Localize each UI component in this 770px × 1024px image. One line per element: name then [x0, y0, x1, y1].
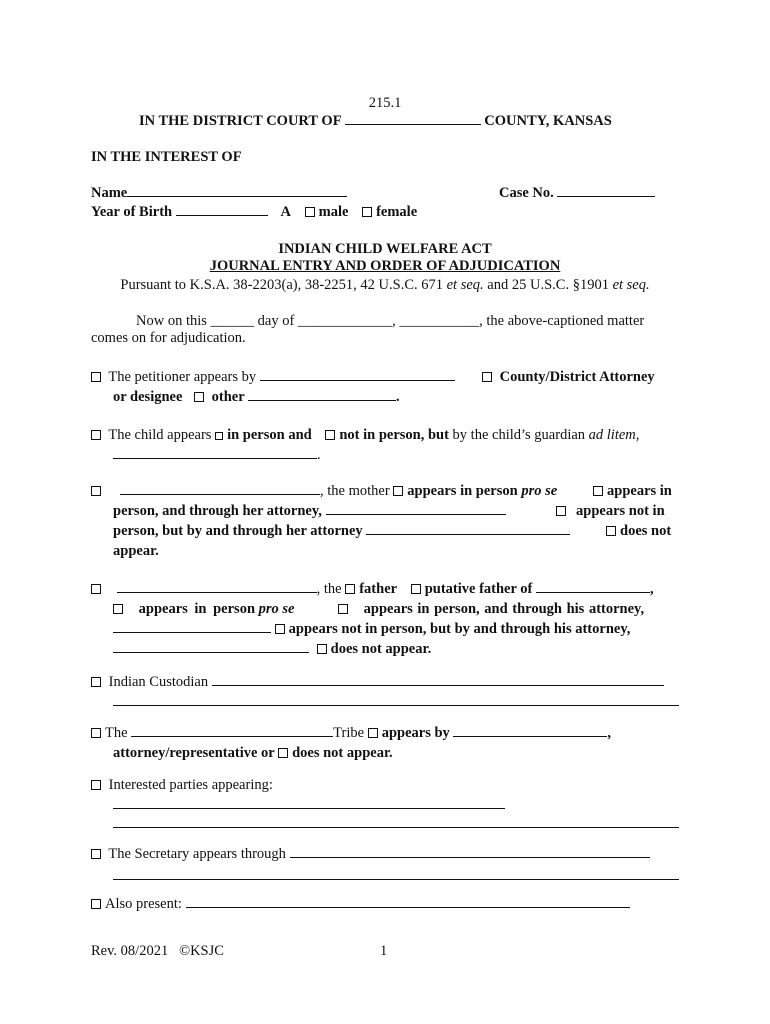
child-in-person-checkbox[interactable]	[215, 432, 223, 440]
mother-checkbox[interactable]	[91, 486, 101, 496]
child-label: The child appears	[108, 427, 212, 443]
child-not-in-person-checkbox[interactable]	[325, 430, 335, 440]
interested-blank-2[interactable]	[113, 827, 679, 828]
child-checkbox[interactable]	[91, 430, 101, 440]
form-number: 215.1	[368, 95, 402, 111]
now-on-line: Now on this ______ day of _____________, ___________, the above-captioned matter	[136, 313, 645, 329]
mother-through-attorney-label: person, and through her attorney,	[113, 503, 322, 519]
name-line	[91, 184, 347, 202]
yob-line	[91, 203, 417, 221]
tribe-row-2	[113, 744, 393, 762]
page-number: 1	[380, 943, 388, 959]
also-present-label: Also present:	[105, 896, 182, 912]
ad-litem-label: ad litem	[588, 427, 636, 443]
father-by-attorney-blank[interactable]	[113, 640, 309, 653]
guardian-blank[interactable]	[113, 446, 317, 459]
secretary-blank-2[interactable]	[113, 879, 679, 880]
tribe-appears-by-label: appears by	[381, 725, 450, 741]
tribe-label: Tribe	[333, 725, 365, 741]
father-label: father	[359, 581, 398, 597]
custodian-blank[interactable]	[212, 673, 664, 686]
mother-not-in-label: appears not in	[576, 503, 665, 519]
female-label: female	[376, 204, 418, 220]
father-not-in-person-checkbox[interactable]	[275, 624, 285, 634]
court-suffix: COUNTY, KANSAS	[484, 113, 612, 129]
child-not-in-person-label: not in person, but	[339, 427, 449, 443]
father-row-1	[91, 580, 654, 598]
mother-attorney-blank[interactable]	[326, 502, 506, 515]
tribe-does-not-appear-checkbox[interactable]	[278, 748, 288, 758]
mother-pro-se-checkbox[interactable]	[393, 486, 403, 496]
county-attorney-checkbox[interactable]	[482, 372, 492, 382]
tribe-checkbox[interactable]	[91, 728, 101, 738]
tribe-rep-blank[interactable]	[453, 724, 607, 737]
mother-does-not-label: does not	[620, 523, 672, 539]
title-icwa: INDIAN CHILD WELFARE ACT	[278, 241, 492, 257]
mother-not-in-person-checkbox[interactable]	[556, 506, 566, 516]
mother-attorney-checkbox[interactable]	[593, 486, 603, 496]
pursuant-text-1: Pursuant to K.S.A. 38-2203(a), 38-2251, 42 U.S.C. 671	[120, 277, 447, 293]
father-pro-se-label: appears in person	[138, 601, 256, 617]
pursuant-et-seq-1: et seq.	[446, 277, 484, 293]
case-no-line	[499, 184, 655, 202]
father-comma: ,	[649, 581, 654, 597]
father-name-blank[interactable]	[117, 580, 317, 593]
petitioner-label: The petitioner appears by	[108, 369, 257, 385]
custodian-blank-2[interactable]	[113, 705, 679, 706]
child-row	[91, 426, 639, 444]
petitioner-row	[91, 368, 455, 386]
father-does-not-appear-checkbox[interactable]	[317, 644, 327, 654]
other-label: other	[211, 389, 245, 405]
custodian-checkbox[interactable]	[91, 677, 101, 687]
interested-blank-1[interactable]	[113, 808, 505, 809]
petitioner-period: .	[396, 389, 400, 405]
father-attorney-checkbox[interactable]	[338, 604, 348, 614]
mother-appears-in-option	[593, 482, 672, 500]
a-label: A	[280, 204, 292, 220]
father-checkbox[interactable]	[91, 584, 101, 594]
county-attorney-label: County/District Attorney	[499, 369, 655, 385]
comes-on-line: comes on for adjudication.	[91, 330, 246, 346]
mother-by-attorney-label: person, but by and through her attorney	[113, 523, 363, 539]
secretary-label: The Secretary appears through	[108, 846, 286, 862]
interest-of: IN THE INTEREST OF	[91, 149, 242, 165]
tribe-the-label: The	[105, 725, 128, 741]
county-attorney-option	[482, 368, 655, 386]
father-pro-se-checkbox[interactable]	[113, 604, 123, 614]
father-attorney-option	[338, 600, 644, 618]
male-label: male	[318, 204, 349, 220]
guardian-period: .	[317, 447, 321, 463]
secretary-row	[91, 845, 650, 863]
mother-row-1	[120, 482, 557, 500]
mother-checkbox-col	[91, 482, 105, 500]
mother-not-in-option	[556, 502, 665, 520]
petitioner-checkbox[interactable]	[91, 372, 101, 382]
pursuant-et-seq-2: et seq.	[612, 277, 650, 293]
father-row-4	[113, 640, 431, 658]
interested-checkbox[interactable]	[91, 780, 101, 790]
mother-pro-se-italic: pro se	[521, 483, 558, 499]
tribe-comma: ,	[607, 725, 612, 741]
father-row-3	[113, 620, 630, 638]
designee-row	[113, 388, 400, 406]
secretary-blank[interactable]	[290, 845, 650, 858]
yob-label: Year of Birth	[91, 204, 173, 220]
putative-father-label: putative father of	[424, 581, 533, 597]
custodian-row	[91, 673, 664, 691]
name-blank[interactable]	[127, 184, 347, 197]
also-present-checkbox[interactable]	[91, 899, 101, 909]
guardian-line	[113, 446, 321, 464]
title-journal-entry: JOURNAL ENTRY AND ORDER OF ADJUDICATION	[209, 258, 561, 274]
putative-father-blank[interactable]	[536, 580, 650, 593]
tribe-name-blank[interactable]	[131, 724, 333, 737]
male-checkbox[interactable]	[305, 207, 315, 217]
tribe-appears-checkbox[interactable]	[368, 728, 378, 738]
tribe-representative-label: attorney/representative or	[113, 745, 275, 761]
revision-footer: Rev. 08/2021 ©KSJC	[91, 943, 224, 959]
other-checkbox[interactable]	[194, 392, 204, 402]
father-pro-se-italic: pro se	[258, 601, 295, 617]
case-no-label: Case No.	[499, 185, 554, 201]
tribe-row-1	[91, 724, 611, 742]
also-present-row	[91, 895, 630, 913]
secretary-checkbox[interactable]	[91, 849, 101, 859]
father-row-2	[113, 600, 295, 618]
other-blank[interactable]	[248, 388, 396, 401]
child-guardian-label: by the child’s guardian	[452, 427, 586, 443]
father-option-checkbox[interactable]	[345, 584, 355, 594]
female-checkbox[interactable]	[362, 207, 372, 217]
mother-does-not-option	[606, 522, 671, 540]
mother-pro-se-label: appears in person	[407, 483, 518, 499]
pursuant-text-2: and 25 U.S.C. §1901	[483, 277, 613, 293]
petitioner-blank[interactable]	[260, 368, 455, 381]
father-attorney-blank[interactable]	[113, 620, 271, 633]
mother-does-not-appear-checkbox[interactable]	[606, 526, 616, 536]
father-attorney-label: appears in person, and through his attorney,	[363, 601, 645, 617]
child-in-person-label: in person and	[227, 427, 312, 443]
name-label: Name	[91, 185, 128, 201]
mother-by-attorney-blank[interactable]	[366, 522, 570, 535]
interested-row	[91, 776, 273, 794]
mother-row-2	[113, 502, 506, 520]
case-no-blank[interactable]	[557, 184, 655, 197]
mother-appear-label: appear.	[113, 543, 159, 559]
father-does-not-appear-label: does not appear.	[330, 641, 432, 657]
interested-label: Interested parties appearing:	[108, 777, 273, 793]
child-comma: ,	[635, 427, 640, 443]
also-present-blank[interactable]	[186, 895, 630, 908]
mother-name-blank[interactable]	[120, 482, 320, 495]
father-not-in-person-label: appears not in person, but by and through his attorney,	[288, 621, 631, 637]
court-heading	[139, 112, 612, 130]
mother-appears-in-label: appears in	[607, 483, 672, 499]
mother-row-3	[113, 522, 570, 540]
pursuant-line	[0, 276, 770, 294]
county-blank[interactable]	[345, 112, 481, 125]
putative-father-checkbox[interactable]	[411, 584, 421, 594]
yob-blank[interactable]	[176, 203, 268, 216]
the-mother-label: , the mother	[320, 483, 390, 499]
father-the-label: , the	[316, 581, 342, 597]
court-prefix: IN THE DISTRICT COURT OF	[139, 113, 342, 129]
or-designee-label: or designee	[113, 389, 183, 405]
tribe-does-not-appear-label: does not appear.	[292, 745, 393, 761]
custodian-label: Indian Custodian	[108, 674, 209, 690]
